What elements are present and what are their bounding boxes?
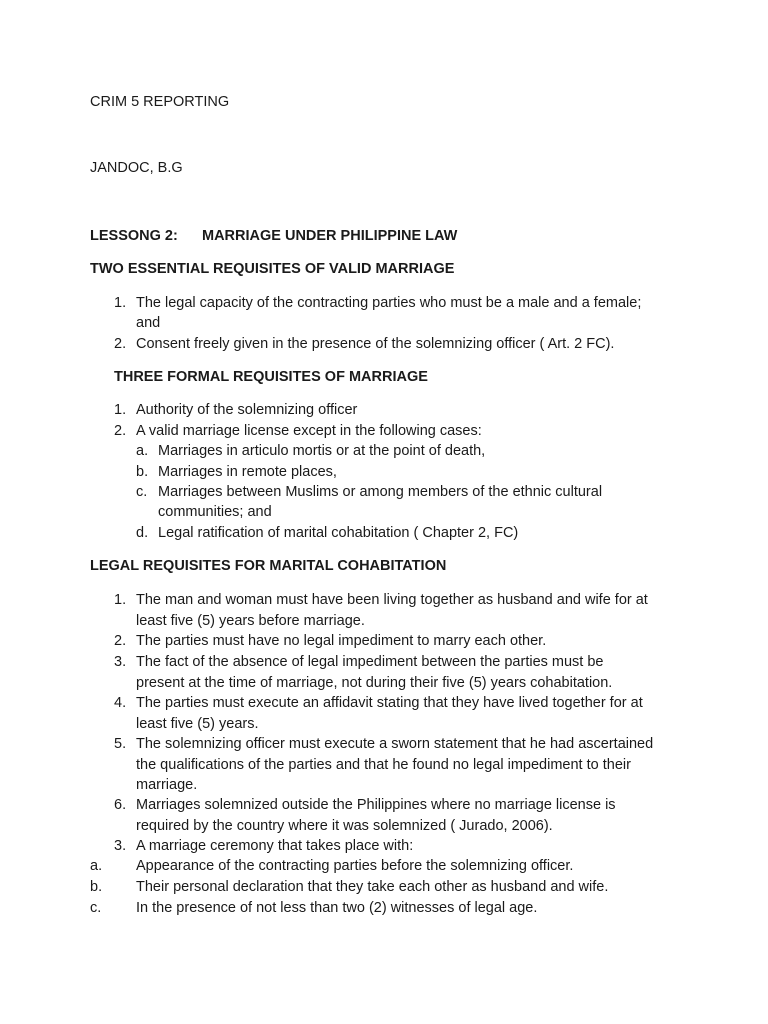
course-title: CRIM 5 REPORTING (90, 94, 230, 110)
lesson-number: LESSONG 2: (90, 228, 178, 244)
list-marker: 1. (114, 402, 127, 418)
list-text: Marriages solemnized outside the Philippines where no marriage license is (136, 797, 616, 813)
list-text: A valid marriage license except in the following cases: (136, 423, 482, 439)
list-text-continued: least five (5) years. (136, 715, 259, 732)
list-text: Marriages between Muslims or among members of the ethnic cultural (158, 484, 603, 500)
list-marker: a. (136, 443, 149, 459)
list-text-continued: least five (5) years before marriage. (136, 612, 365, 629)
list-text: Marriages in articulo mortis or at the point of death, (158, 443, 486, 459)
list-text-continued: communities; and (158, 504, 272, 520)
list-text: Marriages in remote places, (158, 464, 337, 480)
list-marker: 1. (114, 295, 127, 311)
list-marker: 3. (114, 838, 127, 854)
list-text-continued: the qualifications of the parties and that he found no legal impediment to their (136, 756, 631, 773)
list-marker: 1. (114, 592, 127, 608)
list-marker: 3. (114, 654, 127, 670)
list-marker: 6. (114, 797, 127, 813)
list-text: Their personal declaration that they take each other as husband and wife. (136, 879, 609, 895)
list-text: Legal ratification of marital cohabitation ( Chapter 2, FC) (158, 525, 519, 541)
list-text: The solemnizing officer must execute a sworn statement that he had ascertained (136, 736, 654, 752)
list-text: The parties must have no legal impediment to marry each other. (136, 633, 547, 649)
list-text-continued: present at the time of marriage, not during their five (5) years cohabitation. (136, 674, 613, 691)
list-marker: d. (136, 525, 149, 541)
formal-heading: THREE FORMAL REQUISITES OF MARRIAGE (114, 369, 428, 385)
cohabitation-heading: LEGAL REQUISITES FOR MARITAL COHABITATION (90, 558, 447, 574)
list-text: The legal capacity of the contracting parties who must be a male and a female; (136, 295, 642, 311)
list-text: Appearance of the contracting parties before the solemnizing officer. (136, 858, 574, 874)
list-text: The parties must execute an affidavit stating that they have lived together for at (136, 695, 643, 711)
list-text: The fact of the absence of legal impediment between the parties must be (136, 654, 604, 670)
list-text: The man and woman must have been living together as husband and wife for at (136, 592, 648, 608)
list-marker: 5. (114, 736, 127, 752)
list-marker: a. (90, 858, 103, 874)
list-text: Consent freely given in the presence of the solemnizing officer ( Art. 2 FC). (136, 336, 615, 352)
list-marker: c. (90, 900, 102, 916)
list-marker: b. (136, 464, 149, 480)
list-marker: 2. (114, 336, 127, 352)
list-marker: b. (90, 879, 103, 895)
essential-heading: TWO ESSENTIAL REQUISITES OF VALID MARRIAGE (90, 261, 455, 277)
list-text-continued: marriage. (136, 777, 198, 793)
list-text: In the presence of not less than two (2) witnesses of legal age. (136, 900, 538, 916)
list-text: A marriage ceremony that takes place with: (136, 838, 414, 854)
list-marker: 2. (114, 633, 127, 649)
lesson-title: MARRIAGE UNDER PHILIPPINE LAW (202, 228, 458, 244)
list-marker: 4. (114, 695, 127, 711)
list-text-continued: and (136, 315, 161, 331)
list-text-continued: required by the country where it was solemnized ( Jurado, 2006). (136, 817, 553, 834)
author-name: JANDOC, B.G (90, 160, 183, 176)
list-marker: 2. (114, 423, 127, 439)
list-marker: c. (136, 484, 148, 500)
list-text: Authority of the solemnizing officer (136, 402, 358, 418)
